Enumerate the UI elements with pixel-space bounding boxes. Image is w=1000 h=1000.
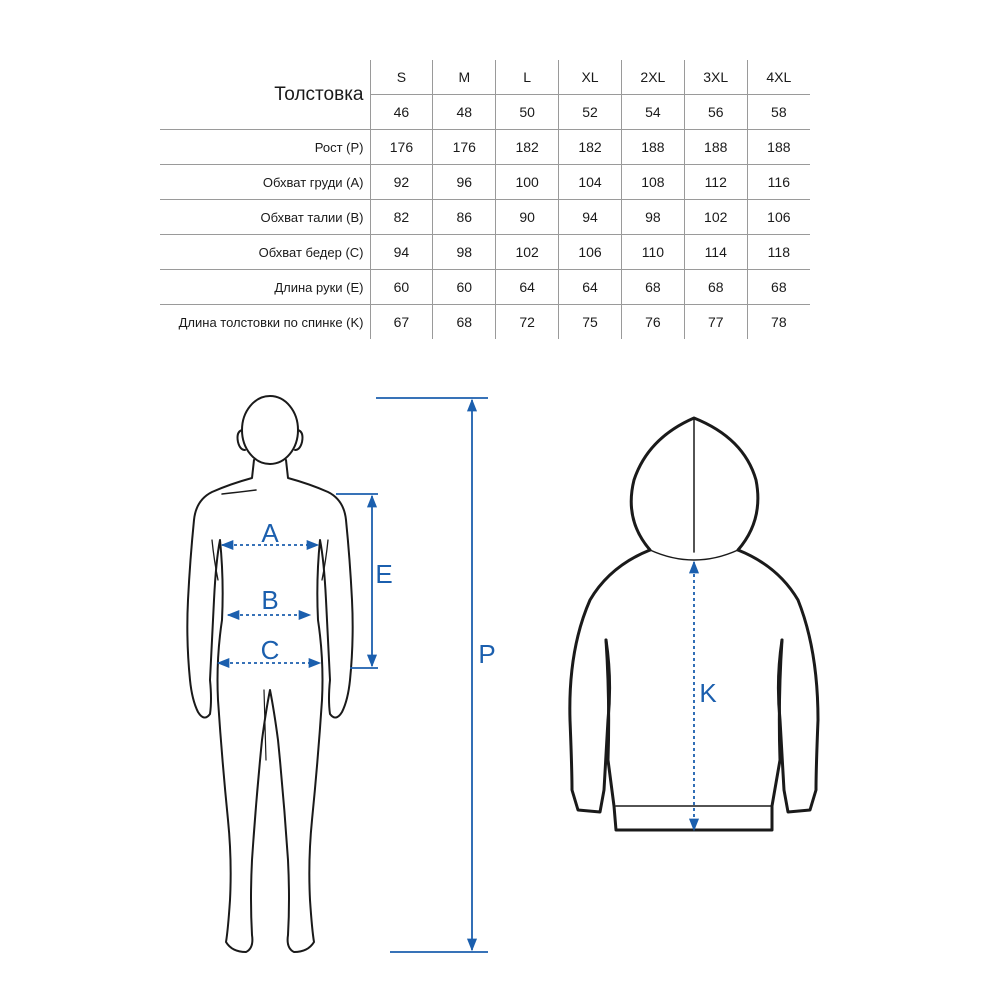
table-cell: 68 [747,270,810,305]
label-b: B [261,585,279,615]
row-label: Обхват бедер (C) [160,235,370,270]
table-cell: 68 [433,305,496,340]
ru-size-cell: 56 [684,95,747,130]
size-header-cell: L [496,60,559,95]
row-label: Длина толстовки по спинке (K) [160,305,370,340]
table-cell: 98 [433,235,496,270]
table-cell: 60 [370,270,433,305]
row-label: Обхват талии (B) [160,200,370,235]
table-cell: 106 [747,200,810,235]
table-cell: 176 [370,130,433,165]
table-cell: 118 [747,235,810,270]
table-cell: 182 [496,130,559,165]
label-k: K [699,678,717,708]
measurement-lines [218,398,694,952]
table-cell: 188 [747,130,810,165]
size-header-cell: XL [559,60,622,95]
table-cell: 64 [496,270,559,305]
size-header-cell: M [433,60,496,95]
table-cell: 100 [496,165,559,200]
table-cell: 72 [496,305,559,340]
table-cell: 176 [433,130,496,165]
table-cell: 104 [559,165,622,200]
table-cell: 112 [684,165,747,200]
table-cell: 94 [370,235,433,270]
row-label: Рост (P) [160,130,370,165]
table-cell: 86 [433,200,496,235]
table-cell: 68 [684,270,747,305]
ru-size-cell: 54 [621,95,684,130]
table-cell: 182 [559,130,622,165]
label-c: C [260,635,280,665]
size-header-cell: S [370,60,433,95]
table-title: Толстовка [160,60,370,130]
row-label: Обхват груди (A) [160,165,370,200]
table-cell: 76 [621,305,684,340]
label-e: E [375,559,393,589]
table-cell: 78 [771,314,787,330]
ru-size-cell: 58 [747,95,810,130]
label-p: P [478,639,496,669]
table-cell: 108 [621,165,684,200]
ru-size-cell: 52 [559,95,622,130]
table-cell: 98 [621,200,684,235]
table-cell: 60 [433,270,496,305]
table-cell: 188 [621,130,684,165]
row-label: Длина руки (E) [160,270,370,305]
table-cell: 90 [496,200,559,235]
size-header-cell: 4XL [747,60,810,95]
ru-size-cell: 48 [433,95,496,130]
table-cell: 64 [559,270,622,305]
table-cell: 77 [684,305,747,340]
table-cell: 106 [559,235,622,270]
size-header-cell: 2XL [621,60,684,95]
body-figure [187,396,352,952]
table-cell: 96 [433,165,496,200]
ru-size-cell: 50 [496,95,559,130]
ru-size-cell: 46 [370,95,433,130]
table-cell: 116 [747,165,810,200]
table-cell: 94 [559,200,622,235]
table-cell: 92 [370,165,433,200]
table-cell: 114 [684,235,747,270]
table-cell: 68 [621,270,684,305]
table-cell: 82 [370,200,433,235]
label-a: A [261,518,279,548]
size-header-cell: 3XL [684,60,747,95]
table-cell: 102 [684,200,747,235]
table-cell: 75 [559,305,622,340]
table-cell: 102 [496,235,559,270]
table-cell: 110 [621,235,684,270]
table-cell: 67 [370,305,433,340]
table-cell: 188 [684,130,747,165]
